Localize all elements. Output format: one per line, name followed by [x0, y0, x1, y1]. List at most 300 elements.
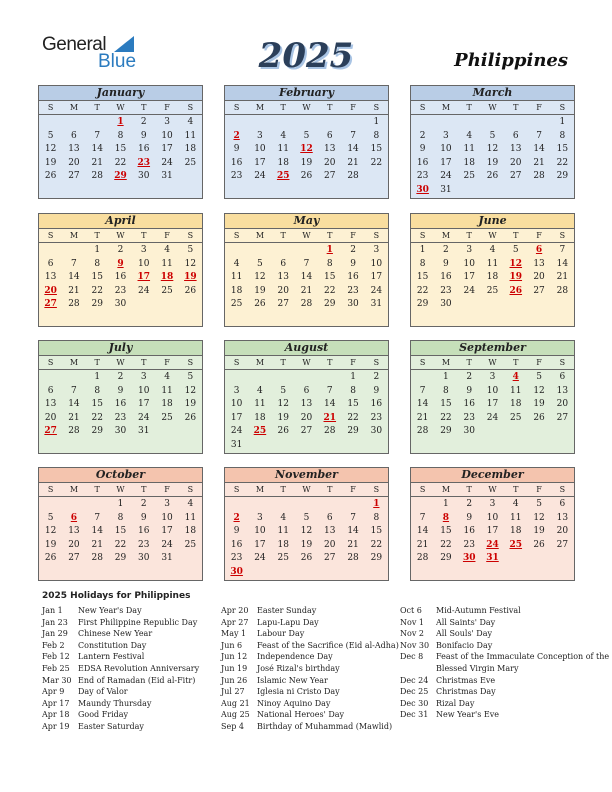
day-cell: 15: [440, 526, 452, 536]
month-name: August: [225, 341, 388, 356]
day-cell: 13: [510, 144, 522, 154]
day-cell: 11: [277, 144, 289, 154]
month-may: [224, 213, 389, 327]
day-cell: 10: [161, 130, 173, 141]
day-cell: 17: [254, 539, 266, 550]
holiday-row: [400, 605, 612, 617]
day-cell: 4: [466, 130, 473, 141]
month-name: May: [225, 214, 388, 229]
day-cell: 21: [300, 285, 313, 296]
day-cell: 11: [184, 512, 197, 523]
day-cell: 16: [370, 399, 383, 409]
holiday-row: [221, 721, 399, 733]
day-cell: 7: [94, 512, 101, 523]
day-cell: 30: [114, 426, 127, 436]
day-cell: 2: [350, 245, 356, 255]
day-grid: [39, 115, 202, 184]
day-cell: 25: [277, 553, 289, 563]
day-cell: 8: [443, 385, 449, 396]
day-cell: 17: [440, 157, 452, 168]
day-cell: 4: [280, 512, 287, 523]
day-cell: 20: [324, 157, 336, 168]
day-cell: 2: [140, 499, 147, 509]
day-cell: 26: [184, 412, 197, 423]
day-cell: 22: [370, 157, 383, 168]
day-cell: 20: [510, 157, 522, 168]
day-cell: 8: [373, 512, 380, 523]
day-cell: 20: [300, 412, 313, 423]
day-cell: 9: [233, 144, 240, 154]
day-cell: 10: [138, 258, 150, 269]
empty-cell: [341, 116, 364, 130]
empty-cell: [504, 116, 527, 130]
weekday-label: M: [441, 358, 451, 367]
day-cell: 13: [44, 272, 57, 282]
day-cell: 6: [47, 258, 54, 269]
day-cell: 28: [91, 553, 103, 563]
day-grid: [39, 370, 202, 439]
day-cell: 9: [443, 258, 449, 269]
holiday-row: [42, 721, 199, 733]
day-cell: 16: [230, 539, 243, 550]
weekday-label: S: [419, 103, 426, 112]
day-cell: 19: [277, 412, 289, 423]
weekday-label: T: [94, 485, 100, 494]
day-cell: 17: [486, 399, 499, 409]
holiday-row: [42, 698, 199, 710]
day-cell: 28: [416, 426, 429, 436]
day-cell: 12: [254, 272, 266, 282]
day-cell: 6: [559, 372, 566, 382]
day-cell: 11: [161, 258, 173, 269]
day-cell: 1: [94, 245, 101, 255]
day-cell: 2: [466, 499, 473, 509]
day-cell: 10: [440, 144, 452, 154]
empty-cell: [318, 116, 341, 130]
day-cell: 27: [533, 285, 545, 296]
weekday-label: F: [350, 231, 356, 240]
day-grid: [225, 370, 388, 452]
empty-cell: [295, 116, 318, 130]
day-cell: 25: [184, 157, 197, 168]
holiday-date: Jan 1: [42, 606, 63, 615]
holiday-date: Jun 12: [221, 652, 248, 662]
day-cell: 24: [161, 539, 173, 550]
day-cell: 7: [559, 245, 566, 255]
day-cell: 9: [466, 512, 473, 523]
month-name: October: [39, 468, 202, 483]
day-grid: [411, 370, 574, 439]
year-title: 2025: [258, 36, 354, 76]
day-cell: 2: [117, 245, 124, 255]
day-cell: 21: [68, 412, 80, 423]
day-cell: 13: [533, 258, 545, 269]
day-cell: 15: [91, 399, 103, 409]
day-cell: 18: [254, 412, 266, 423]
weekday-label: S: [233, 358, 240, 367]
holiday-date: Dec 31: [400, 710, 429, 720]
holiday-date: Apr 9: [42, 687, 65, 697]
day-cell: 26: [254, 299, 266, 309]
holiday-name: Constitution Day: [78, 640, 147, 650]
day-cell: 22: [416, 285, 429, 296]
day-cell: 6: [326, 512, 333, 523]
day-cell: 19: [44, 157, 57, 168]
day-cell: 18: [277, 157, 289, 168]
day-cell: 22: [91, 412, 103, 423]
day-cell: 30: [138, 553, 150, 563]
holiday-column: [42, 605, 199, 733]
day-cell: 21: [91, 157, 103, 168]
day-cell: 22: [324, 285, 336, 296]
day-cell: 15: [114, 526, 127, 536]
day-cell: 24: [161, 157, 173, 168]
empty-cell: [341, 498, 364, 512]
holiday-row: [42, 605, 199, 617]
weekday-label: W: [116, 485, 125, 494]
day-cell: 17: [161, 526, 173, 536]
weekday-label: S: [233, 231, 240, 240]
day-cell: 31: [440, 184, 452, 195]
day-cell: 27: [510, 171, 522, 181]
weekday-label: S: [187, 485, 194, 494]
weekday-label: W: [488, 103, 497, 112]
day-cell: 16: [440, 272, 452, 282]
day-cell: 9: [373, 385, 380, 396]
day-cell: 11: [254, 399, 266, 409]
day-cell: 12: [533, 385, 545, 396]
day-cell: 16: [230, 157, 243, 168]
day-cell: 12: [44, 526, 57, 536]
day-cell: 4: [489, 245, 496, 255]
holiday-row: [400, 651, 612, 674]
holiday-row: [221, 698, 399, 710]
holiday-date: Jul 27: [221, 687, 245, 697]
day-cell: 14: [68, 272, 80, 282]
holiday-date: Nov 1: [400, 617, 424, 627]
day-cell: 4: [164, 372, 170, 382]
holiday-row: [221, 709, 399, 721]
holiday-row: [221, 628, 399, 640]
holiday-date: Dec 8: [400, 652, 424, 662]
day-cell: 10: [254, 144, 266, 154]
day-cell: 29: [347, 426, 359, 436]
day-cell: 27: [324, 553, 336, 563]
month-december: [410, 467, 575, 581]
day-cell: 23: [138, 539, 150, 550]
day-cell: 4: [257, 385, 263, 396]
day-cell: 24: [254, 553, 266, 563]
day-cell: 7: [94, 130, 101, 141]
day-cell: 10: [161, 512, 173, 523]
weekday-label: F: [536, 485, 542, 494]
day-cell: 19: [44, 539, 57, 550]
holiday-day: 6: [70, 512, 78, 523]
day-cell: 24: [138, 285, 150, 296]
day-cell: 6: [280, 258, 287, 269]
day-cell: 31: [161, 553, 173, 563]
weekday-label: S: [47, 103, 54, 112]
day-cell: 11: [510, 385, 522, 396]
weekday-header: [411, 229, 574, 243]
weekday-label: M: [255, 358, 265, 367]
holiday-row: [400, 617, 612, 629]
holiday-row: [221, 640, 399, 652]
day-cell: 1: [373, 117, 380, 127]
day-cell: 1: [559, 117, 566, 127]
day-cell: 19: [533, 399, 545, 409]
day-cell: 11: [463, 144, 475, 154]
weekday-label: M: [69, 358, 79, 367]
day-cell: 22: [440, 539, 452, 550]
weekday-label: F: [164, 358, 170, 367]
day-cell: 19: [533, 526, 545, 536]
weekday-label: S: [47, 485, 54, 494]
day-cell: 25: [510, 412, 522, 423]
day-cell: 12: [184, 385, 197, 396]
day-cell: 10: [230, 399, 243, 409]
holiday-name: Christmas Eve: [436, 675, 496, 685]
day-cell: 12: [277, 399, 289, 409]
holiday-day: 30: [416, 184, 429, 195]
month-july: [38, 340, 203, 454]
empty-cell: [62, 371, 85, 385]
day-cell: 6: [303, 385, 310, 396]
holiday-date: Apr 27: [221, 617, 249, 627]
empty-cell: [295, 371, 318, 385]
logo-text-general: General: [42, 34, 107, 55]
day-cell: 8: [117, 512, 124, 523]
weekday-label: S: [187, 231, 194, 240]
weekday-label: T: [466, 485, 472, 494]
day-cell: 14: [324, 399, 336, 409]
empty-cell: [62, 498, 85, 512]
holiday-name: End of Ramadan (Eid al-Fitr): [78, 675, 196, 685]
day-cell: 13: [300, 399, 313, 409]
day-cell: 17: [161, 144, 173, 154]
month-november: [224, 467, 389, 581]
day-cell: 4: [233, 258, 240, 269]
day-cell: 13: [324, 526, 336, 536]
holiday-date: Apr 19: [42, 721, 70, 731]
day-cell: 29: [91, 426, 103, 436]
day-cell: 3: [140, 245, 147, 255]
day-cell: 4: [187, 499, 194, 509]
day-cell: 2: [373, 372, 380, 382]
day-cell: 4: [164, 245, 170, 255]
month-name: June: [411, 214, 574, 229]
day-cell: 12: [184, 258, 197, 269]
day-cell: 21: [533, 157, 545, 168]
day-cell: 27: [556, 412, 569, 423]
day-cell: 7: [303, 258, 310, 269]
weekday-header: [411, 356, 574, 370]
holiday-name: Easter Saturday: [78, 721, 144, 731]
day-cell: 4: [280, 130, 287, 141]
day-cell: 20: [68, 157, 80, 168]
day-cell: 31: [161, 171, 173, 181]
day-cell: 24: [440, 171, 452, 181]
weekday-header: [39, 483, 202, 497]
holiday-row: [42, 628, 199, 640]
holiday-day: 20: [44, 285, 57, 296]
day-cell: 30: [138, 171, 150, 181]
day-cell: 27: [68, 553, 80, 563]
day-cell: 26: [277, 426, 289, 436]
day-cell: 25: [161, 285, 173, 296]
empty-cell: [272, 371, 295, 385]
weekday-label: M: [69, 103, 79, 112]
day-cell: 27: [300, 426, 313, 436]
day-cell: 21: [416, 412, 429, 423]
day-cell: 12: [533, 512, 545, 523]
weekday-label: T: [280, 231, 286, 240]
weekday-label: S: [559, 103, 566, 112]
holiday-date: Mar 30: [42, 675, 72, 685]
day-cell: 29: [91, 299, 103, 309]
day-cell: 25: [463, 171, 475, 181]
weekday-label: F: [536, 103, 542, 112]
month-april: [38, 213, 203, 327]
day-cell: 8: [419, 258, 426, 269]
day-cell: 22: [114, 157, 127, 168]
day-cell: 29: [556, 171, 569, 181]
day-cell: 2: [140, 117, 147, 127]
day-cell: 11: [230, 272, 243, 282]
weekday-header: [411, 483, 574, 497]
holiday-column: [221, 605, 399, 733]
weekday-header: [225, 101, 388, 115]
day-cell: 3: [489, 499, 496, 509]
holiday-day: 6: [535, 245, 543, 255]
holiday-name: Feast of the Sacrifice (Eid al-Adha): [257, 640, 399, 650]
day-cell: 15: [416, 272, 429, 282]
day-cell: 16: [114, 399, 127, 409]
weekday-label: S: [47, 231, 54, 240]
day-cell: 1: [443, 499, 449, 509]
holiday-day: 29: [114, 171, 127, 181]
day-cell: 6: [512, 130, 519, 141]
day-cell: 5: [257, 258, 263, 269]
weekday-label: F: [536, 231, 542, 240]
day-cell: 10: [486, 385, 499, 396]
holiday-name: Good Friday: [78, 710, 129, 720]
holiday-day: 19: [184, 272, 197, 282]
day-cell: 9: [233, 526, 240, 536]
weekday-label: S: [419, 231, 426, 240]
holiday-day: 1: [373, 499, 380, 509]
day-cell: 26: [184, 285, 197, 296]
day-cell: 26: [44, 171, 57, 181]
month-name: September: [411, 341, 574, 356]
day-cell: 8: [373, 130, 380, 141]
day-cell: 15: [324, 272, 336, 282]
empty-cell: [39, 244, 62, 258]
day-cell: 27: [556, 539, 569, 550]
day-cell: 16: [463, 526, 475, 536]
weekday-label: T: [466, 358, 472, 367]
weekday-label: T: [513, 231, 519, 240]
weekday-label: T: [513, 485, 519, 494]
holiday-date: Dec 24: [400, 675, 429, 685]
day-cell: 3: [489, 372, 496, 382]
holiday-day: 2: [233, 512, 240, 523]
holiday-name: Day of Valor: [78, 687, 128, 697]
day-cell: 10: [463, 258, 475, 269]
day-cell: 17: [463, 272, 475, 282]
day-grid: [39, 497, 202, 566]
day-cell: 18: [230, 285, 243, 296]
holiday-column: [400, 605, 612, 721]
weekday-label: S: [187, 358, 194, 367]
weekday-label: S: [419, 485, 426, 494]
holiday-date: Oct 6: [400, 606, 422, 615]
day-cell: 3: [140, 372, 147, 382]
empty-cell: [86, 498, 109, 512]
holiday-row: [400, 709, 612, 721]
day-cell: 20: [533, 272, 545, 282]
weekday-label: W: [302, 231, 311, 240]
day-cell: 23: [114, 412, 127, 423]
holiday-row: [42, 686, 199, 698]
day-cell: 11: [161, 385, 173, 396]
empty-cell: [62, 116, 85, 130]
empty-cell: [248, 116, 271, 130]
day-cell: 23: [230, 553, 243, 563]
day-cell: 9: [350, 258, 356, 269]
day-cell: 18: [184, 526, 197, 536]
day-cell: 26: [300, 171, 313, 181]
holiday-day: 31: [486, 553, 499, 563]
empty-cell: [295, 498, 318, 512]
weekday-header: [225, 483, 388, 497]
day-cell: 5: [187, 245, 194, 255]
weekday-label: M: [69, 485, 79, 494]
day-cell: 8: [559, 130, 566, 141]
day-cell: 15: [440, 399, 452, 409]
holiday-name: Labour Day: [257, 629, 305, 639]
weekday-label: T: [513, 103, 519, 112]
holiday-name: Lapu-Lapu Day: [257, 617, 319, 627]
day-cell: 7: [419, 512, 426, 523]
holiday-row: [42, 675, 199, 687]
holiday-row: [221, 663, 399, 675]
day-cell: 3: [443, 130, 449, 141]
holiday-day: 25: [276, 171, 290, 181]
holiday-day: 23: [137, 157, 151, 168]
day-cell: 25: [161, 412, 173, 423]
weekday-label: T: [94, 358, 100, 367]
holiday-row: [221, 617, 399, 629]
weekday-label: W: [116, 358, 125, 367]
holiday-day: 8: [442, 512, 450, 523]
day-cell: 6: [326, 130, 333, 141]
day-cell: 22: [91, 285, 103, 296]
day-cell: 13: [68, 526, 80, 536]
day-cell: 24: [370, 285, 383, 296]
weekday-header: [39, 101, 202, 115]
empty-cell: [411, 498, 434, 512]
holiday-row: [221, 605, 399, 617]
holiday-name: Mid-Autumn Festival: [436, 606, 521, 615]
day-cell: 2: [466, 372, 473, 382]
day-cell: 13: [556, 512, 569, 523]
weekday-header: [39, 229, 202, 243]
holiday-date: Feb 25: [42, 663, 70, 673]
month-name: July: [39, 341, 202, 356]
weekday-label: F: [164, 103, 170, 112]
weekday-label: T: [141, 103, 147, 112]
